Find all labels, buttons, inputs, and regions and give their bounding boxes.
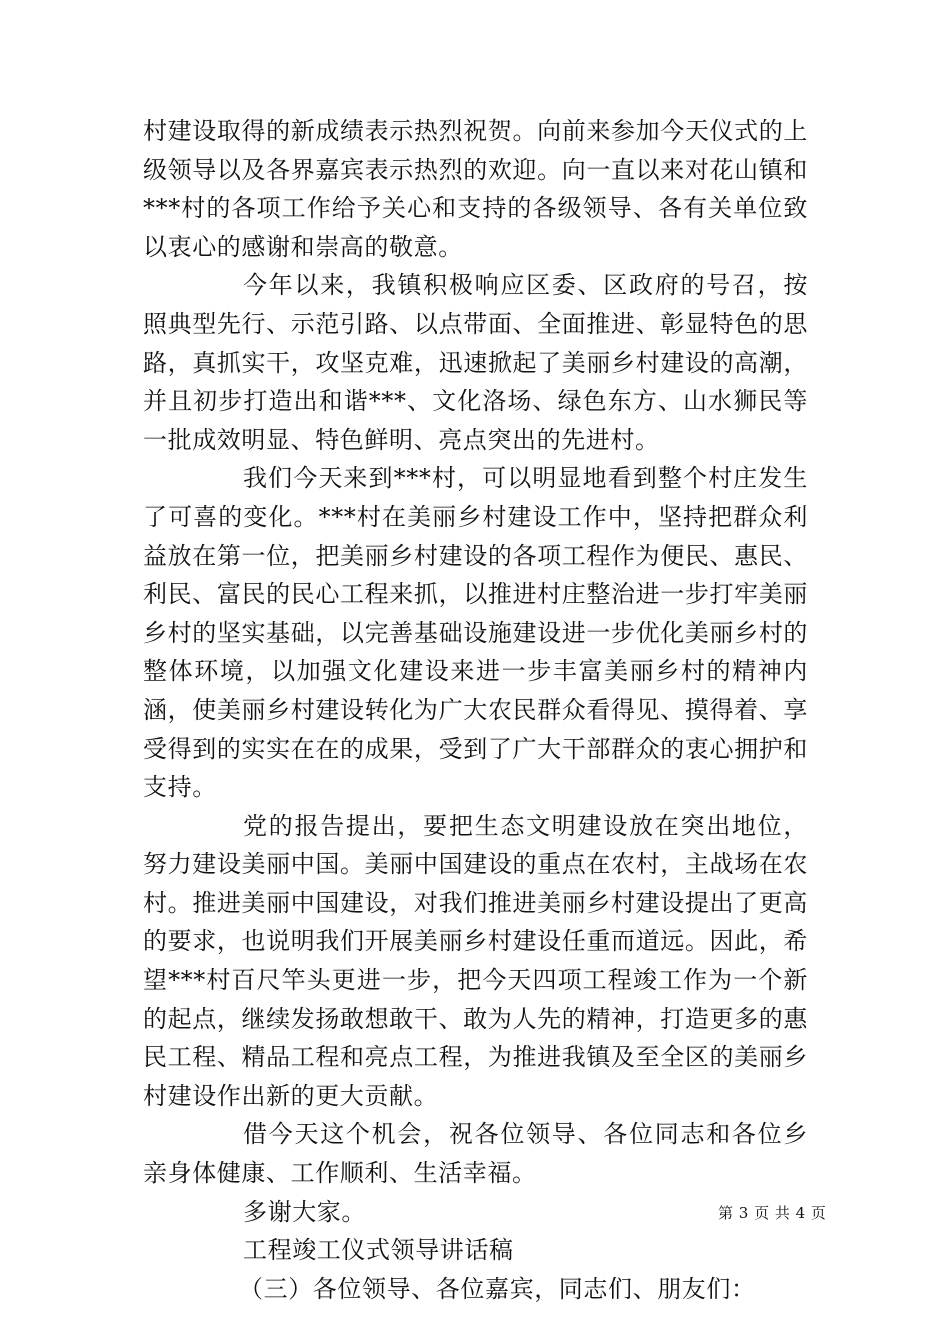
paragraph-report: 党的报告提出，要把生态文明建设放在突出地位，努力建设美丽中国。美丽中国建设的重点在农村，主战场在农村。推进美丽中国建设，对我们推进美丽乡村建设提出了更高的要求，也说明我们开展美丽乡村建设任重而道远。因此，希望***村百尺竿头更进一步，把今天四项工程竣工作为一个新的起点，继续发扬敢想敢干、敢为人先的精神，打造更多的惠民工程、精品工程和亮点工程，为推进我镇及至全区的美丽乡村建设作出新的更大贡献。 (143, 811, 808, 1110)
section-heading: 工程竣工仪式领导讲话稿 (243, 1236, 514, 1265)
page-number: 第 3 页 共 4 页 (718, 1204, 827, 1222)
paragraph-village-changes: 我们今天来到***村，可以明显地看到整个村庄发生了可喜的变化。***村在美丽乡村建设工作中，坚持把群众利益放在第一位，把美丽乡村建设的各项工程作为便民、惠民、利民、富民的民心工程来抓，以推进村庄整治进一步打牢美丽乡村的坚实基础，以完善基础设施建设进一步优化美丽乡村的整体环境，以加强文化建设来进一步丰富美丽乡村的精神内涵，使美丽乡村建设转化为广大农民群众看得见、摸得着、享受得到的实实在在的成果，受到了广大干部群众的衷心拥护和支持。 (143, 464, 808, 802)
document-body (143, 112, 808, 1308)
closing-thanks: 多谢大家。 (243, 1197, 366, 1226)
paragraph-congratulations: 村建设取得的新成绩表示热烈祝贺。向前来参加今天仪式的上级领导以及各界嘉宾表示热烈的欢迎。向一直以来对花山镇和***村的各项工作给予关心和支持的各级领导、各有关单位致以衷心的感谢和崇高的敬意。 (143, 117, 808, 261)
paragraph-wishes: 借今天这个机会，祝各位领导、各位同志和各位乡亲身体健康、工作顺利、生活幸福。 (143, 1120, 808, 1188)
salutation-line: （三）各位领导、各位嘉宾，同志们、朋友们： (239, 1274, 756, 1303)
paragraph-progress: 今年以来，我镇积极响应区委、区政府的号召，按照典型先行、示范引路、以点带面、全面推进、彰显特色的思路，真抓实干，攻坚克难，迅速掀起了美丽乡村建设的高潮，并且初步打造出和谐***、文化洛场、绿色东方、山水狮民等一批成效明显、特色鲜明、亮点突出的先进村。 (143, 271, 808, 454)
